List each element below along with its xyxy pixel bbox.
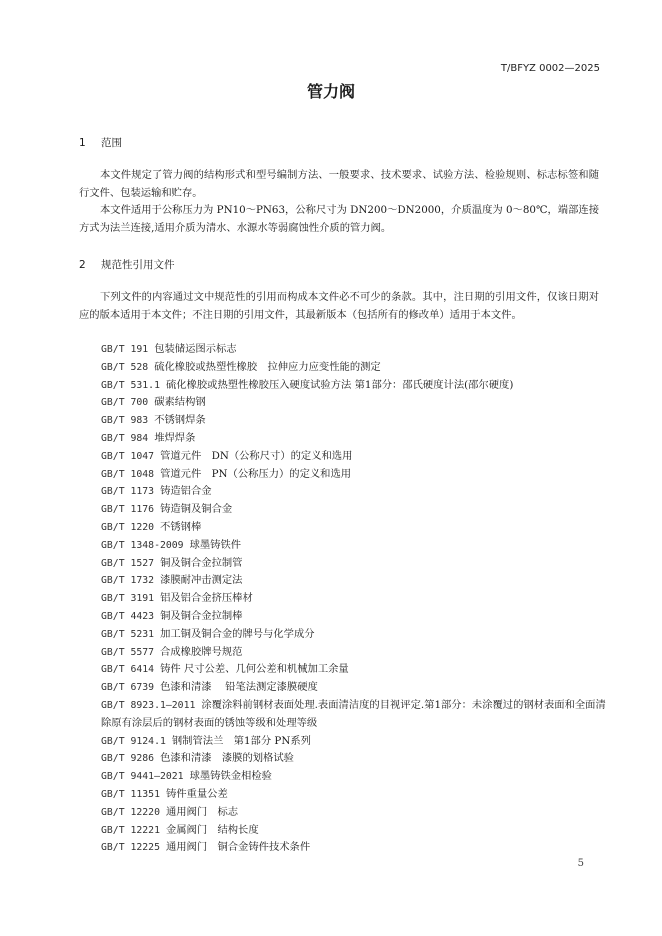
reference-title: 合成橡胶牌号规范 [160,645,243,658]
reference-code: GB/T 700 [101,397,149,409]
reference-code: GB/T 6739 [101,682,155,694]
section-title: 范围 [101,137,122,149]
reference-title: 硫化橡胶或热塑性橡胶压入硬度试验方法 第1部分：邵氏硬度计法(邵尔硬度) [165,378,514,391]
reference-title: 加工铜及铜合金的牌号与化学成分 [160,627,315,640]
reference-title: 色漆和清漆 漆膜的划格试验 [160,752,294,765]
reference-title: 通用阀门 铜合金铸件技术条件 [165,841,311,854]
reference-code: GB/T 3191 [101,593,155,605]
reference-item [79,466,609,484]
reference-title: 铜及铜合金拉制管 [160,556,243,569]
reference-code: GB/T 1527 [101,557,155,569]
reference-title: 铸造铜及铜合金 [160,503,233,516]
reference-code: GB/T 1048 [101,468,155,480]
reference-code: GB/T 984 [101,432,149,444]
reference-title: 管道元件 DN（公称尺寸）的定义和选用 [160,449,353,462]
section-number: 1 [79,137,86,149]
section-number: 2 [79,259,86,271]
reference-code: GB/T 528 [101,361,149,373]
reference-item [79,572,609,590]
reference-title: 通用阀门 标志 [165,805,239,818]
reference-title: 色漆和清漆 铅笔法测定漆膜硬度 [160,681,318,694]
section-title: 规范性引用文件 [101,259,175,271]
section-1-heading [79,135,122,150]
reference-title: 铝及铝合金挤压棒材 [160,592,253,605]
document-title: 管力阀 [306,82,355,101]
page-number: 5 [577,858,584,869]
reference-title: 碳素结构钢 [154,396,206,409]
reference-item [79,679,609,697]
reference-item [79,377,609,395]
reference-item [79,661,609,679]
reference-code: GB/T 5231 [101,628,155,640]
reference-item [79,412,609,430]
reference-item [79,644,609,662]
reference-title: 铸件 尺寸公差、几何公差和机械加工余量 [160,663,349,676]
reference-item [79,750,609,768]
reference-title: 涂覆涂料前钢材表面处理.表面清洁度的目视评定.第1部分：未涂覆过的钢材表面和全面清除原有涂层后的钢材表面的锈蚀等级和处理等级 [101,698,606,729]
reference-title: 金属阀门 结构长度 [165,823,259,836]
reference-item [79,786,609,804]
reference-item [79,448,609,466]
reference-code: GB/T 5577 [101,646,155,658]
reference-item [79,359,609,377]
reference-item [79,555,609,573]
references-intro: 下列文件的内容通过文中规范性的引用而构成本文件必不可少的条款。其中，注日期的引用文件，仅该日期对应的版本适用于本文件；不注日期的引用文件，其最新版本（包括所有的修改单）适用于本文件。 [79,291,599,321]
section-2-heading [79,257,175,272]
reference-code: GB/T 983 [101,415,149,427]
reference-code: GB/T 1348-2009 [101,539,184,551]
reference-title: 管道元件 PN（公称压力）的定义和选用 [160,467,352,480]
reference-code: GB/T 1047 [101,450,155,462]
reference-title: 铜及铜合金拉制棒 [160,609,243,622]
reference-title: 不锈钢焊条 [154,414,206,427]
reference-code: GB/T 11351 [101,788,160,800]
reference-title: 球墨铸铁件 [189,538,242,551]
reference-title: 漆膜耐冲击测定法 [160,574,243,587]
reference-item [79,501,609,519]
reference-title: 球墨铸铁金相检验 [189,770,272,783]
reference-title: 不锈钢棒 [160,520,202,533]
reference-code: GB/T 9124.1 [101,735,166,747]
reference-code: GB/T 531.1 [101,379,160,391]
reference-title: 包装储运图示标志 [154,343,237,355]
reference-code: GB/T 12225 [101,842,160,854]
reference-code: GB/T 9286 [101,753,155,765]
reference-title: 堆焊焊条 [154,431,196,444]
standard-code: T/BFYZ 0002—2025 [500,63,600,74]
reference-item [79,733,609,751]
reference-code: GB/T 12220 [101,806,160,818]
reference-item [79,626,609,644]
reference-item [79,394,609,412]
reference-item [79,430,609,448]
reference-item [79,483,609,501]
reference-code: GB/T 1176 [101,504,155,516]
reference-code: GB/T 9441—2021 [101,771,184,783]
reference-item [79,608,609,626]
reference-item [79,804,609,822]
reference-code: GB/T 1220 [101,521,155,533]
reference-item [79,537,609,555]
reference-code: GB/T 4423 [101,610,155,622]
reference-code: GB/T 12221 [101,824,160,836]
reference-title: 钢制管法兰 第1部分 PN系列 [171,734,311,747]
reference-code: GB/T 191 [101,344,149,355]
reference-title: 硫化橡胶或热塑性橡胶 拉伸应力应变性能的测定 [154,360,381,373]
reference-list [79,341,609,857]
reference-code: GB/T 1173 [101,486,155,498]
reference-code: GB/T 6414 [101,664,155,676]
reference-item [79,839,609,857]
reference-item [79,697,609,733]
scope-paragraph-1: 本文件规定了管力阀的结构形式和型号编制方法、一般要求、技术要求、试验方法、检验规则、标志标签和随行文件、包装运输和贮存。 [79,169,599,199]
reference-item [79,768,609,786]
reference-code: GB/T 8923.1—2011 [101,699,196,711]
reference-title: 铸造铝合金 [160,485,212,498]
reference-title: 铸件重量公差 [165,787,228,800]
reference-code: GB/T 1732 [101,575,155,587]
reference-item [79,822,609,840]
scope-paragraph-2: 本文件适用于公称压力为 PN10～PN63，公称尺寸为 DN200～DN2000，介质温度为 0～80℃，端部连接方式为法兰连接,适用介质为清水、水源水等弱腐蚀性介质的管力阀。 [79,204,599,234]
reference-item [79,590,609,608]
reference-item [79,519,609,537]
reference-item [79,341,609,359]
